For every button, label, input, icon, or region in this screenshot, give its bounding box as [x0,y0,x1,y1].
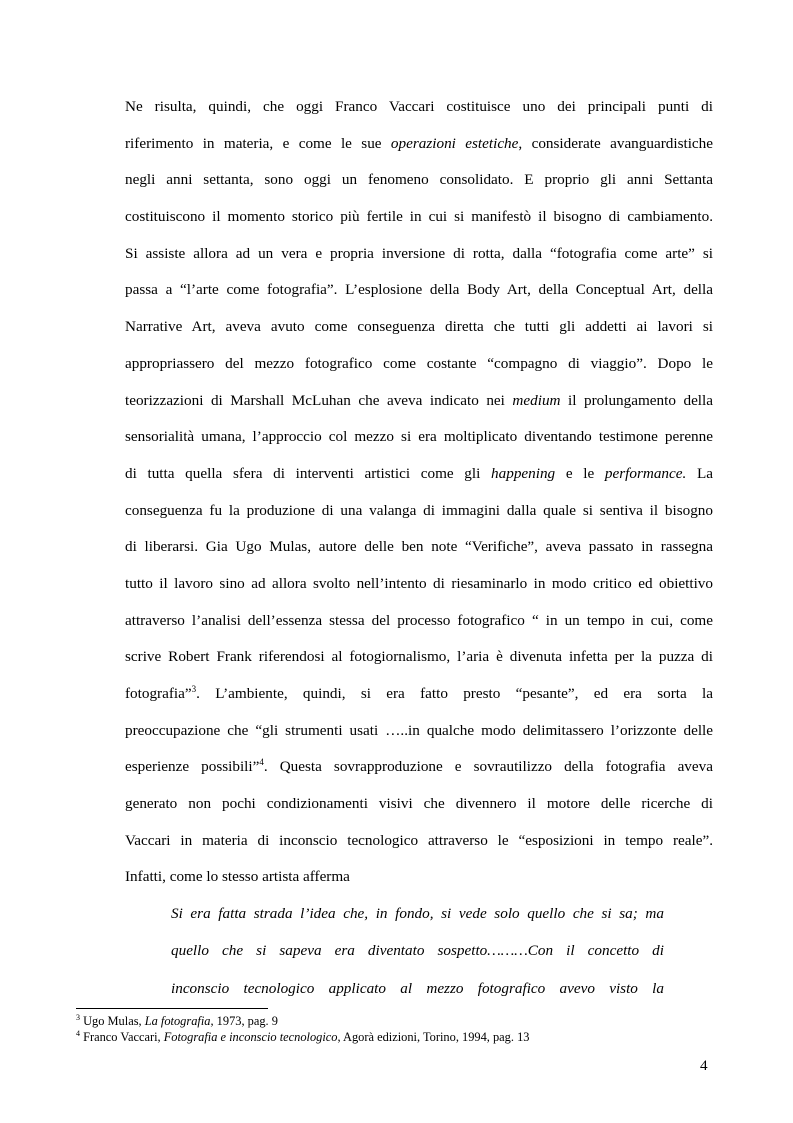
italic-term: operazioni estetiche [390,134,519,152]
text-span: passa a “l’arte come fotografia”. L’esplosione della Body Art, della Conceptual Art, della [125,281,713,299]
text-span: Si assiste allora ad un vera e propria inversione di rotta, dalla “fotografia come arte” si [125,244,713,262]
text-span: attraverso l’analisi dell’essenza stessa del processo fotografico “ in un tempo in cui, come [125,611,713,629]
text-span: e le [555,464,605,482]
footnote-text: Franco Vaccari, [80,1030,164,1044]
text-line [125,859,713,896]
footnote-title: Fotografia e inconscio tecnologico [163,1030,338,1044]
footnote-divider [76,1008,268,1009]
text-span: sensorialità umana, l’approccio col mezzo si era moltiplicato diventando testimone perenne [125,428,713,446]
text-line [125,199,713,236]
text-span: generato non pochi condizionamenti visivi che divennero il motore delle ricerche di [125,795,713,813]
italic-term: medium [512,391,561,409]
text-span: preoccupazione che “gli strumenti usati …..in qualche modo delimitassero l’orizzonte delle [125,721,713,739]
text-span: appropriassero del mezzo fotografico come costante “compagno di viaggio”. Dopo le [125,354,713,372]
text-span: esperienze possibili” [125,758,260,776]
block-quote [171,895,664,1007]
text-line [125,823,713,860]
quote-line: inconscio tecnologico applicato al mezzo fotografico avevo visto la [171,979,664,997]
text-line [125,566,713,603]
page-number: 4 [700,1057,708,1074]
text-span: Narrative Art, aveva avuto come conseguenza diretta che tutti gli addetti ai lavori si [125,318,713,336]
text-span: di liberarsi. Gia Ugo Mulas, autore delle ben note “Verifiche”, aveva passato in rassegna [125,538,713,556]
italic-term: performance. [604,464,687,482]
text-line [125,272,713,309]
footnotes [76,1013,716,1045]
footnote-title: La fotografia, [144,1014,214,1028]
text-span: conseguenza fu la produzione di una valanga di immagini dalla quale si sentiva il bisogno [125,501,713,519]
text-line [125,126,713,163]
text-line [125,749,713,786]
text-line [125,383,713,420]
footnote-4 [76,1029,716,1045]
text-line [125,456,713,493]
text-span: costituiscono il momento storico più fertile in cui si manifestò il bisogno di cambiamento. [125,208,713,226]
text-line [125,236,713,273]
footnote-text: , Agorà edizioni, Torino, 1994, pag. 13 [337,1030,530,1044]
text-span: , considerate avanguardistiche [518,134,713,152]
quote-line: Si era fatta strada l’idea che, in fondo, si vede solo quello che si sa; ma [171,905,664,922]
text-line [125,603,713,640]
text-span: La [686,464,714,482]
text-line [125,346,713,383]
text-span: . Questa sovrapproduzione e sovrautilizzo della fotografia aveva [263,758,713,776]
text-line [125,89,713,126]
footnote-3 [76,1013,716,1029]
text-line [125,639,713,676]
body-paragraph [125,89,713,896]
footnote-text: Ugo Mulas, [80,1014,145,1028]
text-span: riferimento in materia, e come le sue [125,134,391,152]
footnote-text: 1973, pag. 9 [213,1014,278,1028]
text-line [125,419,713,456]
footnote-ref-3[interactable]: 3 [191,684,197,694]
text-line [125,786,713,823]
text-span: teorizzazioni di Marshall McLuhan che aveva indicato nei [125,391,513,409]
text-line [125,162,713,199]
text-line [125,713,713,750]
text-span: Vaccari in materia di inconscio tecnologico attraverso le “esposizioni in tempo reale”. [125,831,713,849]
footnote-ref-4[interactable]: 4 [259,757,264,768]
text-span: negli anni settanta, sono oggi un fenomeno consolidato. E proprio gli anni Settanta [125,171,713,189]
italic-term: happening [491,464,556,482]
text-span: di tutta quella sfera di interventi artistici come gli [125,464,492,482]
quote-line: quello che si sapeva era diventato sospetto………Con il concetto di [171,942,664,960]
text-span: tutto il lavoro sino ad allora svolto nell’intento di riesaminarlo in modo critico ed obiettivo [125,574,713,592]
text-span: fotografia” [125,685,192,702]
text-line [125,493,713,530]
text-span: Ne risulta, quindi, che oggi Franco Vaccari costituisce uno dei principali punti di [125,98,713,115]
text-span: scrive Robert Frank riferendosi al fotogiornalismo, l’aria è divenuta infetta per la puzza di [125,648,713,666]
footnote-number: 3 [76,1013,80,1022]
text-span: il prolungamento della [560,391,713,409]
text-line [125,676,713,713]
text-span: . L’ambiente, quindi, si era fatto presto “pesante”, ed era sorta la [196,685,713,702]
footnote-number: 4 [76,1029,80,1038]
text-span: Infatti, come lo stesso artista afferma [125,868,350,886]
text-line [125,529,713,566]
text-line [125,309,713,346]
